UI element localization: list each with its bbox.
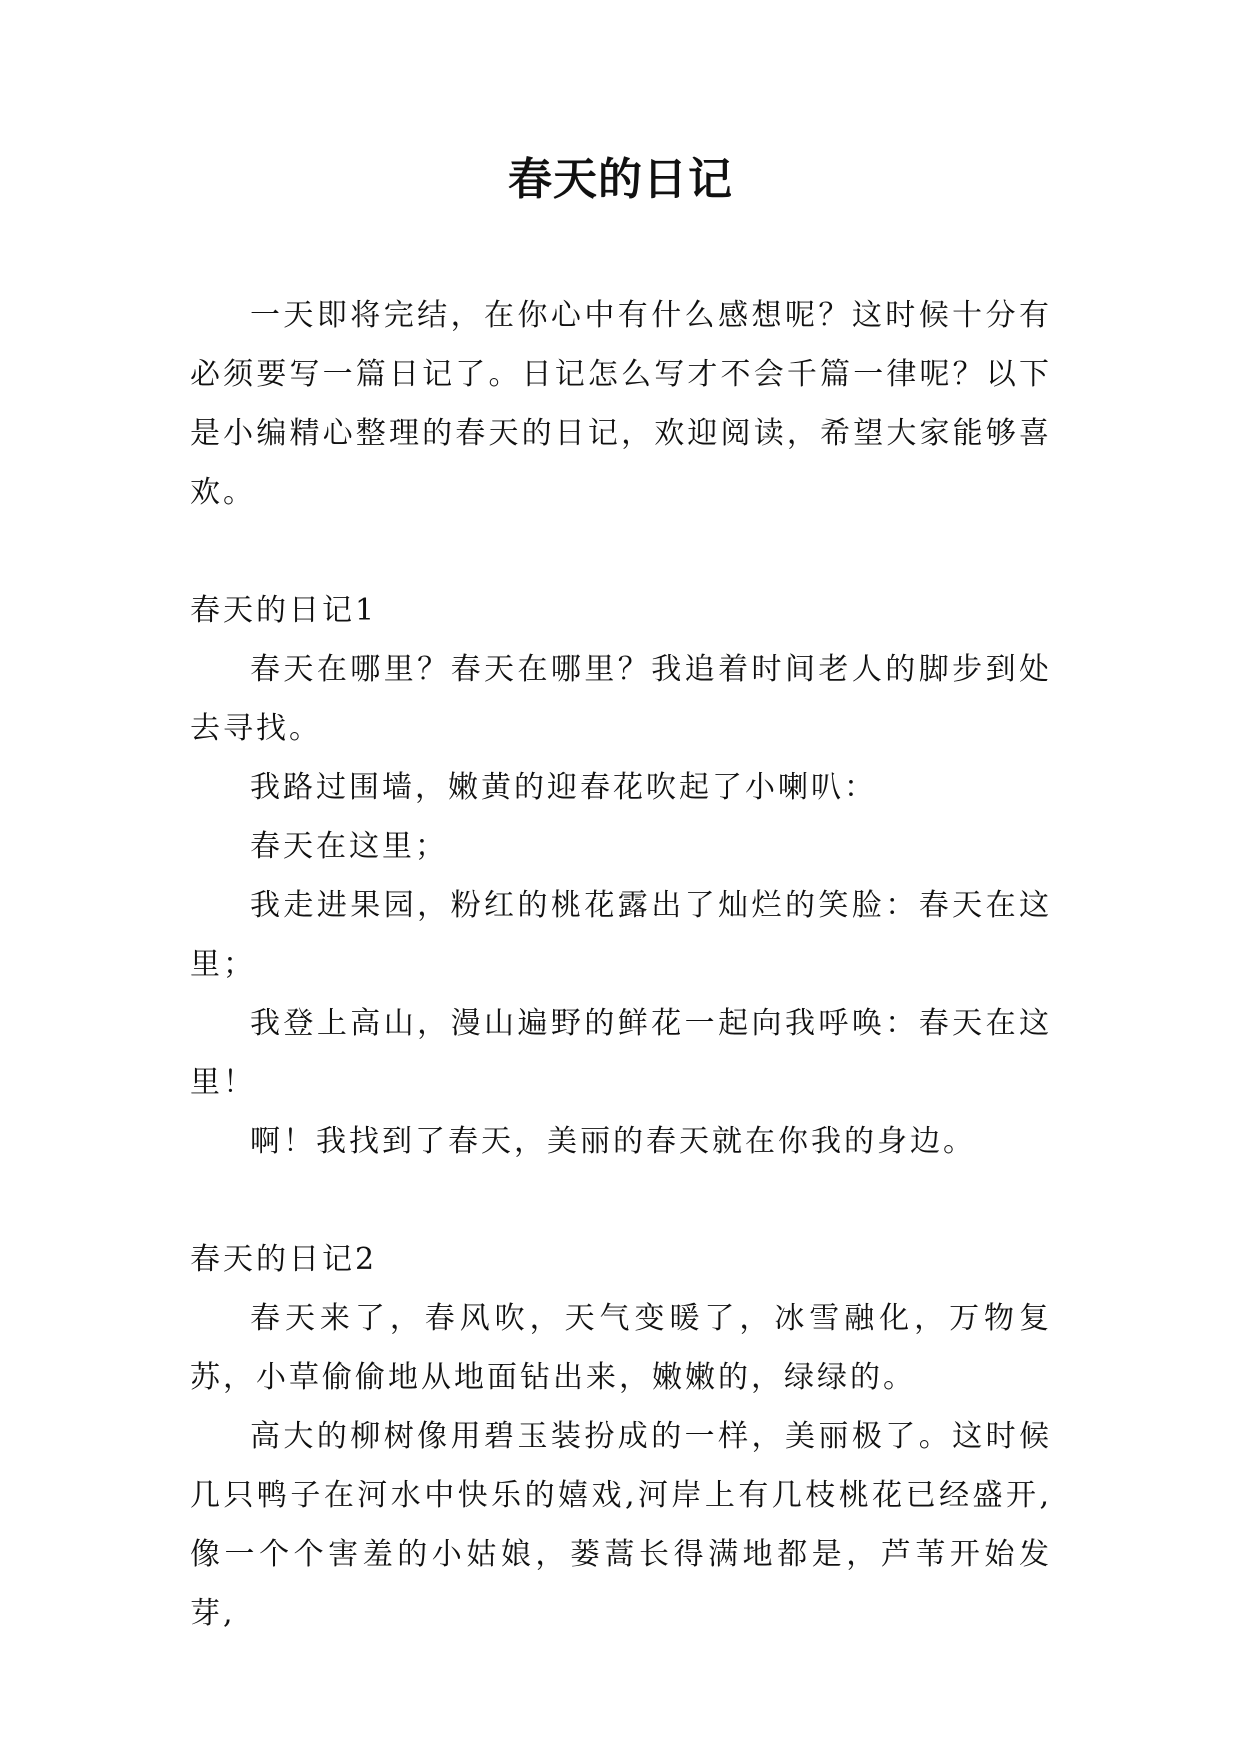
paragraph: 春天在这里； (250, 829, 448, 864)
document-body (190, 286, 1052, 1643)
intro-paragraph: 一天即将完结，在你心中有什么感想呢？这时候十分有必须要写一篇日记了。日记怎么写才不会千篇一律呢？以下是小编精心整理的春天的日记，欢迎阅读，希望大家能够喜欢。 (190, 298, 1052, 510)
paragraph: 春天在哪里？春天在哪里？我追着时间老人的脚步到处去寻找。 (190, 652, 1052, 746)
paragraph: 我路过围墙，嫩黄的迎春花吹起了小喇叭： (250, 770, 877, 805)
paragraph: 春天来了，春风吹，天气变暖了，冰雪融化，万物复苏，小草偷偷地从地面钻出来，嫩嫩的，绿绿的。 (190, 1301, 1052, 1395)
paragraph: 我走进果园，粉红的桃花露出了灿烂的笑脸：春天在这里； (190, 888, 1052, 982)
paragraph: 我登上高山，漫山遍野的鲜花一起向我呼唤：春天在这里！ (190, 1006, 1052, 1100)
paragraph: 啊！我找到了春天，美丽的春天就在你我的身边。 (250, 1124, 976, 1159)
paragraph: 高大的柳树像用碧玉装扮成的一样，美丽极了。这时候几只鸭子在河水中快乐的嬉戏,河岸上有几枝桃花已经盛开,像一个个害羞的小姑娘，蒌蒿长得满地都是，芦苇开始发芽, (190, 1419, 1052, 1631)
page-title: 春天的日记 (508, 154, 733, 205)
section-heading-1: 春天的日记1 (190, 593, 378, 628)
section-heading-2: 春天的日记2 (190, 1242, 378, 1277)
